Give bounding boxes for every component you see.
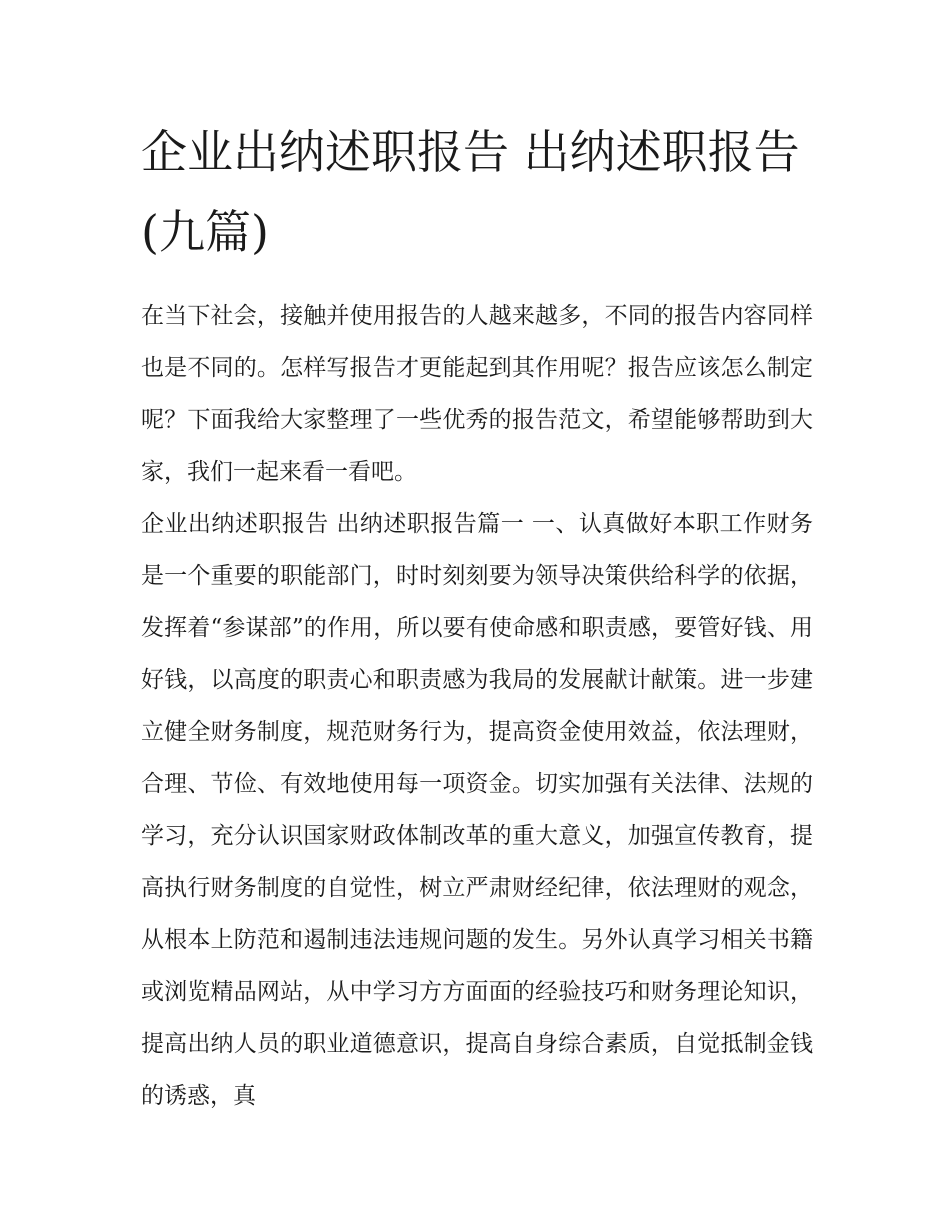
body-paragraph: 企业出纳述职报告 出纳述职报告篇一 一、认真做好本职工作财务是一个重要的职能部门，时时刻刻要为领导决策供给科学的依据，发挥着“参谋部”的作用，所以要有使命感和职责感，要管好钱、用好钱，以高度的职责心和职责感为我局的发展献计献策。进一步建立健全财务制度，规范财务行为，提高资金使用效益，依法理财，合理、节俭、有效地使用每一项资金。切实加强有关法律、法规的学习，充分认识国家财政体制改革的重大意义，加强宣传教育，提高执行财务制度的自觉性，树立严肃财经纪律，依法理财的观念，从根本上防范和遏制违法违规问题的发生。另外认真学习相关书籍或浏览精品网站，从中学习方方面面的经验技巧和财务理论知识，提高出纳人员的职业道德意识，提高自身综合素质，自觉抵制金钱的诱惑，真: [141, 511, 813, 1109]
document-title: 企业出纳述职报告 出纳述职报告(九篇): [141, 125, 800, 259]
intro-paragraph: 在当下社会，接触并使用报告的人越来越多，不同的报告内容同样也是不同的。怎样写报告才更能起到其作用呢？报告应该怎么制定呢？下面我给大家整理了一些优秀的报告范文，希望能够帮助到大家，我们一起来看一看吧。: [141, 303, 813, 485]
document-content: [141, 112, 813, 1122]
